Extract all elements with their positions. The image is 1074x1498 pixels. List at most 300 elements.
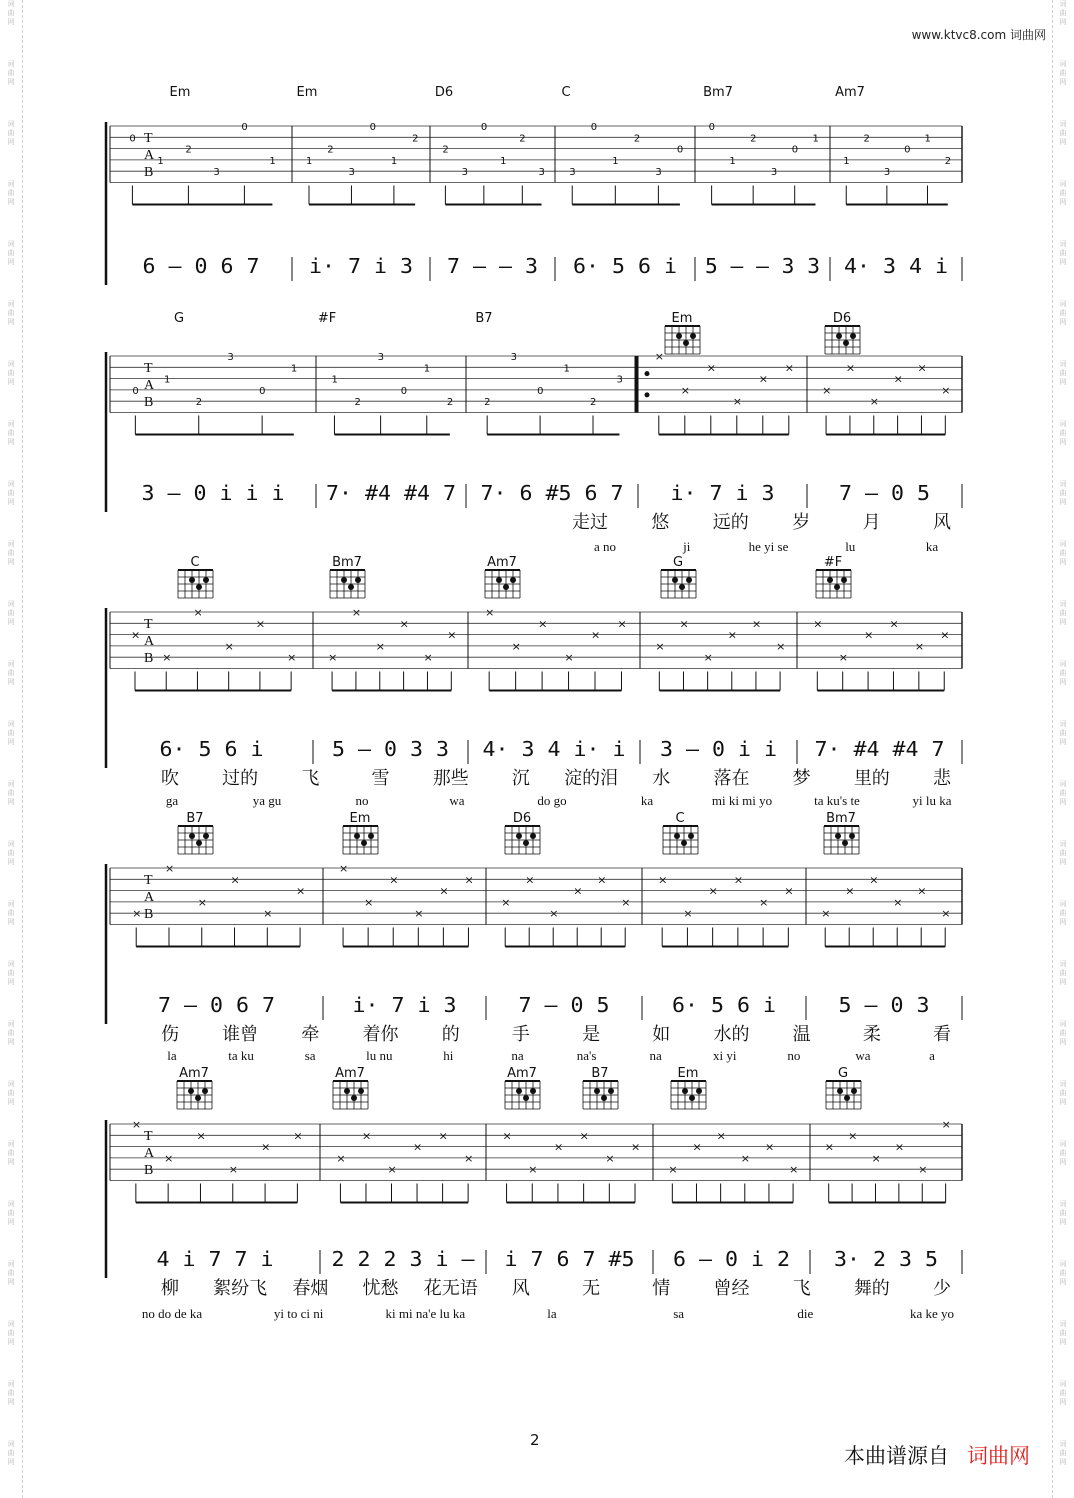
tab-muted-note: × xyxy=(824,1140,834,1154)
watermark-text: 词 曲 网 xyxy=(7,60,15,86)
chord-name: Am7 xyxy=(487,555,517,570)
credit-brand: 词曲网 xyxy=(967,1444,1030,1468)
chord-diagram-dot xyxy=(608,1088,614,1094)
chord-diagram-dot xyxy=(503,584,509,590)
tab-fret-number: 1 xyxy=(423,363,431,375)
chord-name: C xyxy=(675,811,685,826)
chord-diagram-dot xyxy=(202,1088,208,1094)
tab-muted-note: × xyxy=(764,1140,775,1154)
chord-diagram-dot xyxy=(686,577,692,583)
numbered-notation: 6· 5 6 i xyxy=(573,254,677,278)
lyric-text: 沉 xyxy=(511,768,530,789)
tab-fret-number: 3 xyxy=(616,374,623,386)
tab-fret-number: 0 xyxy=(676,144,684,156)
tab-muted-note: × xyxy=(617,617,627,631)
chord-diagram-dot xyxy=(601,1095,607,1101)
lyric-text: 谁曾 xyxy=(222,1024,259,1045)
chord-diagram-dot xyxy=(843,340,849,346)
lyric-text: 情 xyxy=(652,1278,671,1299)
watermark-text: 词 曲 网 xyxy=(1059,120,1067,146)
lyric-text: 花无语 xyxy=(423,1278,478,1299)
tab-fret-number: 0 xyxy=(369,122,377,133)
pinyin-text: ta ku's te xyxy=(814,793,860,808)
tab-muted-note: × xyxy=(845,361,856,375)
numbered-notation: 2 2 2 3 i — xyxy=(331,1247,476,1271)
lyric-text: 远的 xyxy=(712,512,749,533)
tab-clef-letter: T xyxy=(144,617,153,632)
tab-fret-number: 1 xyxy=(164,374,171,386)
lyric-text: 少 xyxy=(933,1278,951,1299)
tab-clef-letter: T xyxy=(144,361,153,376)
tab-muted-note: × xyxy=(784,884,794,898)
tab-muted-note: × xyxy=(364,895,374,909)
lyric-text: 悠 xyxy=(651,512,670,533)
tab-muted-note: × xyxy=(838,651,848,665)
chord-diagram-dot xyxy=(530,833,536,839)
chord-diagram-dot xyxy=(368,833,374,839)
tab-fret-number: 2 xyxy=(519,133,526,145)
tab-fret-number: 1 xyxy=(729,155,736,167)
lyric-text: 落在 xyxy=(713,768,750,789)
tab-muted-note: × xyxy=(423,651,433,665)
tab-clef-letter: A xyxy=(144,634,155,649)
watermark-text: 词 曲 网 xyxy=(7,780,15,806)
tab-fret-number: 1 xyxy=(924,133,931,145)
watermark-text: 词 曲 网 xyxy=(7,360,15,386)
tab-muted-note: × xyxy=(196,1129,206,1143)
chord-diagram-dot xyxy=(189,833,195,839)
tab-muted-note: × xyxy=(703,651,713,665)
tab-muted-note: × xyxy=(328,651,338,665)
chord-diagram-dot xyxy=(672,577,678,583)
chord-diagram-dot xyxy=(189,577,195,583)
tab-muted-note: × xyxy=(889,617,899,631)
tab-clef-letter: T xyxy=(144,131,153,146)
chord-diagram-dot xyxy=(674,833,680,839)
pinyin-text: ya gu xyxy=(252,793,282,808)
tab-muted-note: × xyxy=(464,873,474,887)
tab-fret-number: 0 xyxy=(590,122,598,133)
watermark-text: 词 曲 网 xyxy=(1059,60,1067,86)
tab-fret-number: 3 xyxy=(348,167,355,179)
tab-muted-note: × xyxy=(296,884,306,898)
pinyin-text: la xyxy=(167,1048,177,1063)
pinyin-text: sa xyxy=(304,1048,316,1063)
watermark-text: 词 曲 网 xyxy=(7,120,15,146)
lyric-text: 淀的泪 xyxy=(564,768,619,789)
pinyin-text: lu xyxy=(845,539,856,554)
chord-diagram-dot xyxy=(688,833,694,839)
watermark-text: 词 曲 网 xyxy=(7,1440,15,1466)
numbered-notation: 3 — 0 i i xyxy=(660,737,777,761)
tab-clef-letter: T xyxy=(144,873,153,888)
tab-muted-note: × xyxy=(683,907,693,921)
tab-fret-number: 0 xyxy=(241,122,248,133)
tab-muted-note: × xyxy=(822,383,832,397)
lyric-text: 柔 xyxy=(862,1024,881,1045)
tab-fret-number: 2 xyxy=(412,133,419,145)
tab-muted-note: × xyxy=(164,862,175,875)
chord-name: B7 xyxy=(475,311,493,326)
chord-diagram-dot xyxy=(530,1088,536,1094)
chord-diagram-dot xyxy=(203,833,209,839)
tab-fret-number: 2 xyxy=(185,144,192,156)
tab-muted-note: × xyxy=(759,895,769,909)
pinyin-text: yi to ci ni xyxy=(273,1306,324,1321)
tab-muted-note: × xyxy=(193,606,203,619)
chord-diagram-dot xyxy=(344,1088,350,1094)
pinyin-text: a xyxy=(929,1048,935,1063)
chord-name: G xyxy=(173,311,185,326)
chord-diagram-dot xyxy=(676,333,682,339)
tab-fret-number: 0 xyxy=(129,133,136,145)
pinyin-text: ga xyxy=(165,793,179,808)
tab-clef-letter: B xyxy=(144,651,154,666)
chord-name: Bm7 xyxy=(332,555,362,570)
tab-muted-note: × xyxy=(918,1163,928,1177)
tab-muted-note: × xyxy=(339,862,349,875)
watermark-text: 词 曲 网 xyxy=(1059,900,1067,926)
tab-muted-note: × xyxy=(399,617,409,631)
chord-name: D6 xyxy=(512,811,532,826)
chord-diagram-dot xyxy=(683,340,689,346)
tab-muted-note: × xyxy=(631,1140,641,1154)
lyric-text: 飞 xyxy=(792,1278,811,1299)
numbered-notation: 7· #4 #4 7 xyxy=(814,737,945,761)
chord-diagram-dot xyxy=(835,833,841,839)
chord-diagram-dot xyxy=(834,584,840,590)
tab-muted-note: × xyxy=(658,873,668,887)
tab-muted-note: × xyxy=(813,617,823,631)
lyric-text: 过的 xyxy=(222,768,259,789)
tab-clef-letter: A xyxy=(144,148,155,163)
chord-diagram-dot xyxy=(679,584,685,590)
tab-muted-note: × xyxy=(821,907,831,921)
numbered-notation: 3· 2 3 5 xyxy=(834,1247,938,1271)
pinyin-text: mi ki mi yo xyxy=(711,793,773,808)
tab-muted-note: × xyxy=(132,907,142,921)
tab-muted-note: × xyxy=(668,1163,678,1177)
tab-fret-number: 1 xyxy=(157,155,164,167)
tab-clef-letter: B xyxy=(144,395,154,410)
watermark-text: 词 曲 网 xyxy=(1059,960,1067,986)
watermark-text: 词 曲 网 xyxy=(7,0,15,26)
pinyin-text: na xyxy=(649,1048,662,1063)
tab-fret-number: 2 xyxy=(446,397,454,409)
numbered-notation: 6 — 0 i 2 xyxy=(673,1247,790,1271)
tab-muted-note: × xyxy=(549,907,559,921)
watermark-text: 词 曲 网 xyxy=(1059,1440,1067,1466)
pinyin-text: he yi se xyxy=(748,539,789,554)
tab-muted-note: × xyxy=(727,628,738,642)
tab-clef-letter: B xyxy=(144,165,154,180)
watermark-text: 词 曲 网 xyxy=(1059,240,1067,266)
watermark-text: 词 曲 网 xyxy=(1059,660,1067,686)
tab-fret-number: 0 xyxy=(480,122,488,133)
numbered-notation: 4 i 7 7 i xyxy=(156,1247,274,1271)
pinyin-text: sa xyxy=(673,1306,685,1321)
tab-fret-number: 2 xyxy=(354,397,361,409)
watermark-text: 词 曲 网 xyxy=(7,660,15,686)
pinyin-text: lu nu xyxy=(366,1048,393,1063)
chord-diagram-dot xyxy=(516,833,522,839)
chord-diagram-dot xyxy=(696,1088,702,1094)
tab-muted-note: × xyxy=(361,1129,372,1143)
chord-name: Em xyxy=(677,1066,699,1081)
numbered-notation: 7· #4 #4 7 xyxy=(326,481,456,505)
pinyin-text: a no xyxy=(593,539,617,554)
tab-muted-note: × xyxy=(708,884,718,898)
tab-muted-note: × xyxy=(413,1140,423,1154)
tab-fret-number: 2 xyxy=(484,397,491,409)
tab-fret-number: 1 xyxy=(812,133,819,145)
chord-name: Em xyxy=(296,85,318,100)
tab-muted-note: × xyxy=(389,873,399,887)
pinyin-text: ta ku xyxy=(228,1048,254,1063)
pinyin-text: wa xyxy=(855,1048,871,1063)
credit-prefix: 本曲谱源自 xyxy=(844,1444,949,1468)
chord-diagram-dot xyxy=(358,1088,364,1094)
tab-muted-note: × xyxy=(894,1140,905,1154)
tab-fret-number: 1 xyxy=(500,155,507,167)
lyric-text: 柳 xyxy=(161,1278,179,1299)
tab-muted-note: × xyxy=(263,907,273,921)
chord-diagram-dot xyxy=(849,833,855,839)
tab-muted-note: × xyxy=(228,1163,238,1177)
tab-fret-number: 1 xyxy=(390,155,398,167)
numbered-notation: i· 7 i 3 xyxy=(670,481,775,505)
lyric-text: 曾经 xyxy=(713,1278,750,1299)
numbered-notation: i 7 6 7 #5 xyxy=(504,1247,635,1271)
lyric-text: 风 xyxy=(511,1278,530,1299)
tab-muted-note: × xyxy=(776,639,786,653)
lyric-text: 是 xyxy=(582,1024,601,1045)
chord-diagram-dot xyxy=(827,577,833,583)
chord-name: Am7 xyxy=(507,1066,537,1081)
tab-muted-note: × xyxy=(732,395,743,409)
watermark-text: 词 曲 网 xyxy=(1059,0,1067,26)
tab-muted-note: × xyxy=(162,651,172,665)
watermark-text: 词 曲 网 xyxy=(1059,420,1067,446)
pinyin-text: die xyxy=(797,1306,814,1321)
chord-diagram-dot xyxy=(851,1088,857,1094)
chord-diagram-dot xyxy=(841,577,847,583)
tab-muted-note: × xyxy=(914,639,925,653)
watermark-text: 词 曲 网 xyxy=(1059,1380,1067,1406)
chord-diagram-dot xyxy=(681,840,687,846)
tab-muted-note: × xyxy=(869,395,879,409)
numbered-notation: 6· 5 6 i xyxy=(159,737,264,761)
chord-diagram-dot xyxy=(523,1095,529,1101)
tab-muted-note: × xyxy=(439,884,449,898)
watermark-text: 词 曲 网 xyxy=(1059,1080,1067,1106)
tab-clef-letter: A xyxy=(144,378,155,393)
tab-fret-number: 1 xyxy=(331,374,338,386)
lyric-text: 如 xyxy=(652,1024,671,1045)
chord-diagram-dot xyxy=(361,840,367,846)
chord-name: Am7 xyxy=(335,1066,365,1081)
tab-muted-note: × xyxy=(706,361,717,375)
chord-diagram-dot xyxy=(510,577,516,583)
tab-fret-number: 3 xyxy=(538,167,545,179)
tab-clef-letter: A xyxy=(144,890,155,905)
tab-muted-note: × xyxy=(751,617,762,631)
tab-muted-note: × xyxy=(845,884,855,898)
lyric-text: 悲 xyxy=(933,768,951,789)
chord-name: G xyxy=(837,1066,849,1081)
tab-fret-number: 1 xyxy=(612,155,619,167)
lyric-text: 那些 xyxy=(432,768,469,789)
tab-muted-note: × xyxy=(940,628,950,642)
tab-fret-number: 1 xyxy=(563,363,570,375)
chord-diagram-dot xyxy=(689,1095,695,1101)
tab-muted-note: × xyxy=(579,1129,589,1143)
tab-muted-note: × xyxy=(871,1151,881,1165)
watermark-text: 词 曲 网 xyxy=(1059,540,1067,566)
lyric-text: 伤 xyxy=(161,1024,179,1045)
chord-diagram-dot xyxy=(188,1088,194,1094)
numbered-notation: 7 — 0 6 7 xyxy=(158,993,275,1017)
tab-muted-note: × xyxy=(255,617,266,631)
tab-muted-note: × xyxy=(511,639,521,653)
numbered-notation: i· 7 i 3 xyxy=(309,254,413,278)
tab-muted-note: × xyxy=(941,907,951,921)
tab-fret-number: 2 xyxy=(327,144,334,156)
watermark-text: 词 曲 网 xyxy=(1059,480,1067,506)
tab-muted-note: × xyxy=(740,1151,751,1165)
pinyin-text: no xyxy=(787,1048,801,1063)
tab-muted-note: × xyxy=(654,350,665,363)
chord-diagram-dot xyxy=(850,333,856,339)
chord-diagram-dot xyxy=(355,577,361,583)
lyric-text: 雪 xyxy=(371,768,390,789)
watermark-text: 词 曲 网 xyxy=(7,1320,15,1346)
chord-name: D6 xyxy=(434,85,454,100)
chord-diagram-dot xyxy=(837,1088,843,1094)
watermark-text: 词 曲 网 xyxy=(1059,600,1067,626)
lyric-text: 梦 xyxy=(792,768,811,789)
tab-muted-note: × xyxy=(716,1129,726,1143)
tab-muted-note: × xyxy=(525,873,535,887)
lyric-text: 岁 xyxy=(792,512,811,533)
watermark-text: 词 曲 网 xyxy=(7,180,15,206)
chord-name: Em xyxy=(349,811,371,826)
tab-muted-note: × xyxy=(130,628,141,642)
repeat-dot xyxy=(645,392,650,397)
chord-name: Am7 xyxy=(835,85,865,100)
chord-diagram-dot xyxy=(351,1095,357,1101)
chord-diagram-dot xyxy=(354,833,360,839)
numbered-notation: 7 — — 3 xyxy=(447,254,538,278)
chord-diagram-dot xyxy=(195,1095,201,1101)
tab-fret-number: 2 xyxy=(750,133,757,145)
chord-diagram-dot xyxy=(682,1088,688,1094)
lyric-text: 手 xyxy=(511,1024,530,1045)
tab-fret-number: 0 xyxy=(791,144,799,156)
watermark-text: 词 曲 网 xyxy=(7,240,15,266)
numbered-notation: i· 7 i 3 xyxy=(352,993,457,1017)
repeat-dot xyxy=(645,371,650,376)
tab-muted-note: × xyxy=(414,907,424,921)
lyric-text: 牵 xyxy=(301,1024,320,1045)
chord-diagram-dot xyxy=(594,1088,600,1094)
chord-diagram-dot xyxy=(842,840,848,846)
watermark-text: 词 曲 网 xyxy=(7,840,15,866)
chord-name: B7 xyxy=(591,1066,609,1081)
tab-muted-note: × xyxy=(733,873,744,887)
pinyin-text: no do de ka xyxy=(141,1306,203,1321)
tab-muted-note: × xyxy=(485,606,495,619)
watermark-text: 词 曲 网 xyxy=(1059,1320,1067,1346)
tab-muted-note: × xyxy=(605,1151,615,1165)
lyric-text: 的 xyxy=(441,1024,460,1045)
pinyin-text: ka ke yo xyxy=(909,1306,955,1321)
chord-diagram-dot xyxy=(844,1095,850,1101)
tab-fret-number: 3 xyxy=(655,167,662,179)
tab-muted-note: × xyxy=(387,1163,397,1177)
watermark-text: 词 曲 网 xyxy=(1059,180,1067,206)
tab-fret-number: 3 xyxy=(883,167,891,179)
lyric-text: 温 xyxy=(792,1024,811,1045)
numbered-notation: 7· 6 #5 6 7 xyxy=(480,481,624,505)
lyric-text: 飞 xyxy=(301,768,320,789)
tab-fret-number: 0 xyxy=(708,122,715,133)
pinyin-text: ka xyxy=(925,539,939,554)
tab-muted-note: × xyxy=(564,651,574,665)
tab-muted-note: × xyxy=(375,639,385,653)
site-url-header: www.ktvc8.com 词曲网 xyxy=(911,28,1046,42)
watermark-text: 词 曲 网 xyxy=(7,960,15,986)
tab-muted-note: × xyxy=(538,617,548,631)
pinyin-text: no xyxy=(355,793,369,808)
lyric-text: 里的 xyxy=(853,768,890,789)
tab-fret-number: 2 xyxy=(944,155,952,167)
tab-fret-number: 2 xyxy=(442,144,449,156)
chord-name: Em xyxy=(671,311,693,326)
numbered-notation: 4· 3 4 i· i xyxy=(482,737,626,761)
tab-fret-number: 1 xyxy=(269,155,276,167)
tab-muted-note: × xyxy=(941,1118,951,1131)
tab-fret-number: 3 xyxy=(213,167,220,179)
chord-name: C xyxy=(190,555,200,570)
tab-fret-number: 1 xyxy=(305,155,313,167)
chord-name: Am7 xyxy=(179,1066,209,1081)
tab-muted-note: × xyxy=(679,617,689,631)
tab-fret-number: 3 xyxy=(377,352,384,363)
watermark-text: 词 曲 网 xyxy=(7,600,15,626)
watermark-text: 词 曲 网 xyxy=(7,1380,15,1406)
lyric-text: 春烟 xyxy=(292,1278,329,1299)
chord-name: D6 xyxy=(832,311,852,326)
tab-muted-note: × xyxy=(293,1129,303,1143)
tab-muted-note: × xyxy=(591,628,601,642)
tab-muted-note: × xyxy=(502,1129,512,1143)
pinyin-text: ka xyxy=(640,793,654,808)
chord-diagram-dot xyxy=(196,584,202,590)
chord-diagram-dot xyxy=(690,333,696,339)
tab-fret-number: 3 xyxy=(770,167,778,179)
tab-muted-note: × xyxy=(351,606,362,619)
numbered-notation: 3 — 0 i i i xyxy=(141,481,285,505)
tab-muted-note: × xyxy=(655,639,665,653)
lyric-text: 水 xyxy=(652,768,671,789)
watermark-text: 词 曲 网 xyxy=(1059,1140,1067,1166)
numbered-notation: 5 — — 3 3 xyxy=(705,254,820,278)
lyric-text: 絮纷飞 xyxy=(213,1278,268,1299)
tab-muted-note: × xyxy=(692,1140,702,1154)
pinyin-text: do go xyxy=(537,793,567,808)
tab-muted-note: × xyxy=(464,1151,474,1165)
